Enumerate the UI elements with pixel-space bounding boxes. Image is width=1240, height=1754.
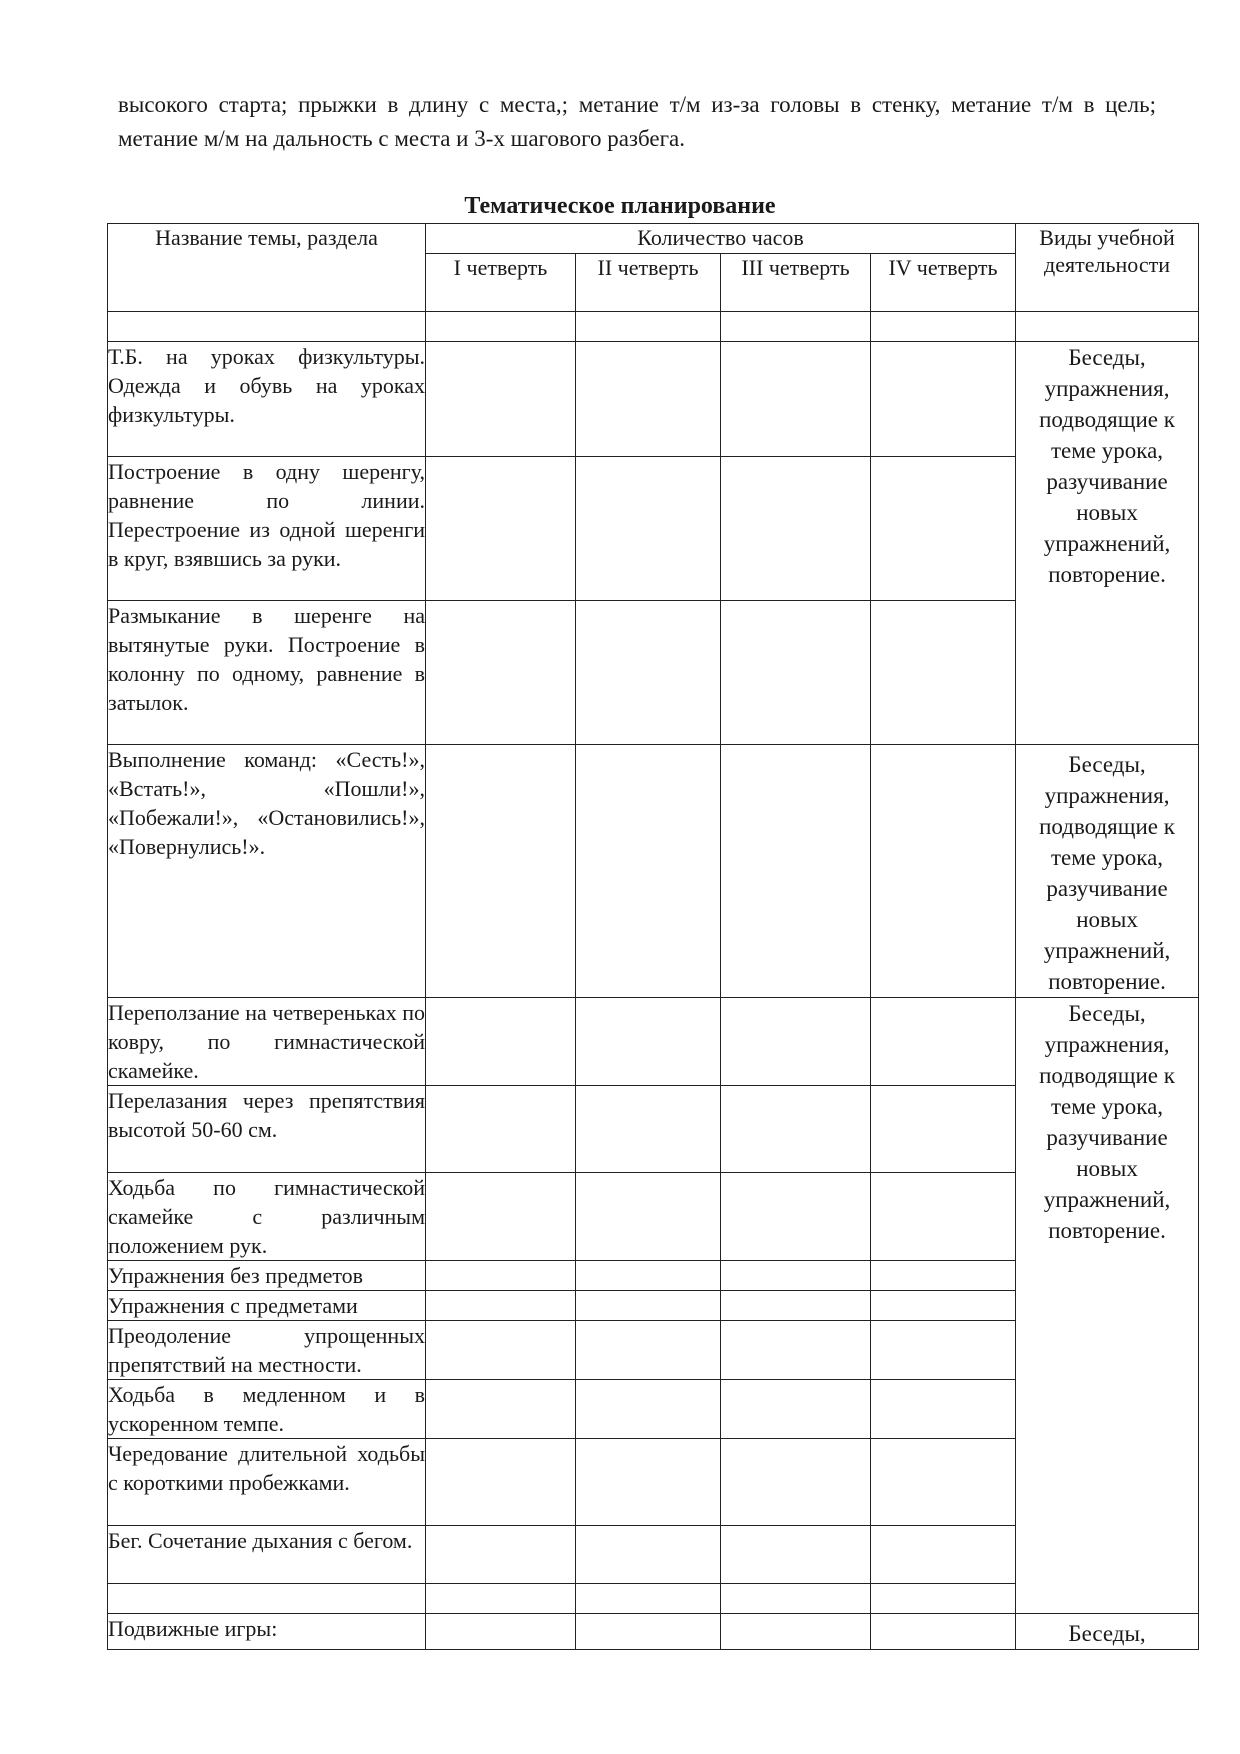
activities-cell: Беседы, <box>1016 1614 1199 1650</box>
topic-cell: Ходьба в медленном и в ускоренном темпе. <box>108 1380 426 1439</box>
activities-cell: Беседы, упражнения, подводящие к теме урока, разучивание новых упражнений, повторение. <box>1016 342 1199 745</box>
topic-cell: Упражнения с предметами <box>108 1291 426 1321</box>
topic-cell: Перелазания через препятствия высотой 50-60 см. <box>108 1086 426 1173</box>
header-q1: I четверть <box>426 254 576 312</box>
topic-cell: Подвижные игры: <box>108 1614 426 1650</box>
header-row <box>108 224 1199 254</box>
topic-cell: Т.Б. на уроках физкультуры. Одежда и обувь на уроках физкультуры. <box>108 342 426 457</box>
topic-cell: Преодоление упрощенных препятствий на местности. <box>108 1321 426 1380</box>
empty-row <box>108 312 1199 342</box>
activities-cell: Беседы, упражнения, подводящие к теме урока, разучивание новых упражнений, повторение. <box>1016 998 1199 1614</box>
table-row <box>108 342 1199 457</box>
topic-cell: Выполнение команд: «Сесть!», «Встать!», «Пошли!», «Побежали!», «Остановились!», «Повернулись!». <box>108 745 426 998</box>
table-row <box>108 745 1199 998</box>
table-row <box>108 1614 1199 1650</box>
header-activities: Виды учебной деятельности <box>1016 224 1199 312</box>
topic-cell: Упражнения без предметов <box>108 1261 426 1291</box>
topic-cell: Бег. Сочетание дыхания с бегом. <box>108 1526 426 1584</box>
topic-cell: Чередование длительной ходьбы с короткими пробежками. <box>108 1439 426 1526</box>
header-hours: Количество часов <box>426 224 1016 254</box>
header-q2: II четверть <box>576 254 721 312</box>
header-q3: III четверть <box>721 254 871 312</box>
header-q4: IV четверть <box>871 254 1016 312</box>
intro-paragraph: высокого старта; прыжки в длину с места,; метание т/м из-за головы в стенку, метание т/м в цель; метание м/м на дальность с места и 3-х шагового разбега. <box>118 92 1156 151</box>
topic-cell: Построение в одну шеренгу, равнение по линии. Перестроение из одной шеренги в круг, взявшись за руки. <box>108 457 426 601</box>
topic-cell: Ходьба по гимнастической скамейке с различным положением рук. <box>108 1173 426 1261</box>
activities-cell: Беседы, упражнения, подводящие к теме урока, разучивание новых упражнений, повторение. <box>1016 745 1199 998</box>
header-topic: Название темы, раздела <box>108 224 426 312</box>
topic-cell: Размыкание в шеренге на вытянутые руки. Построение в колонну по одному, равнение в затылок. <box>108 601 426 745</box>
topic-cell: Переползание на четвереньках по ковру, по гимнастической скамейке. <box>108 998 426 1086</box>
table-row <box>108 998 1199 1086</box>
thematic-plan-table <box>107 223 1199 1650</box>
page-title: Тематическое планирование <box>464 193 776 219</box>
